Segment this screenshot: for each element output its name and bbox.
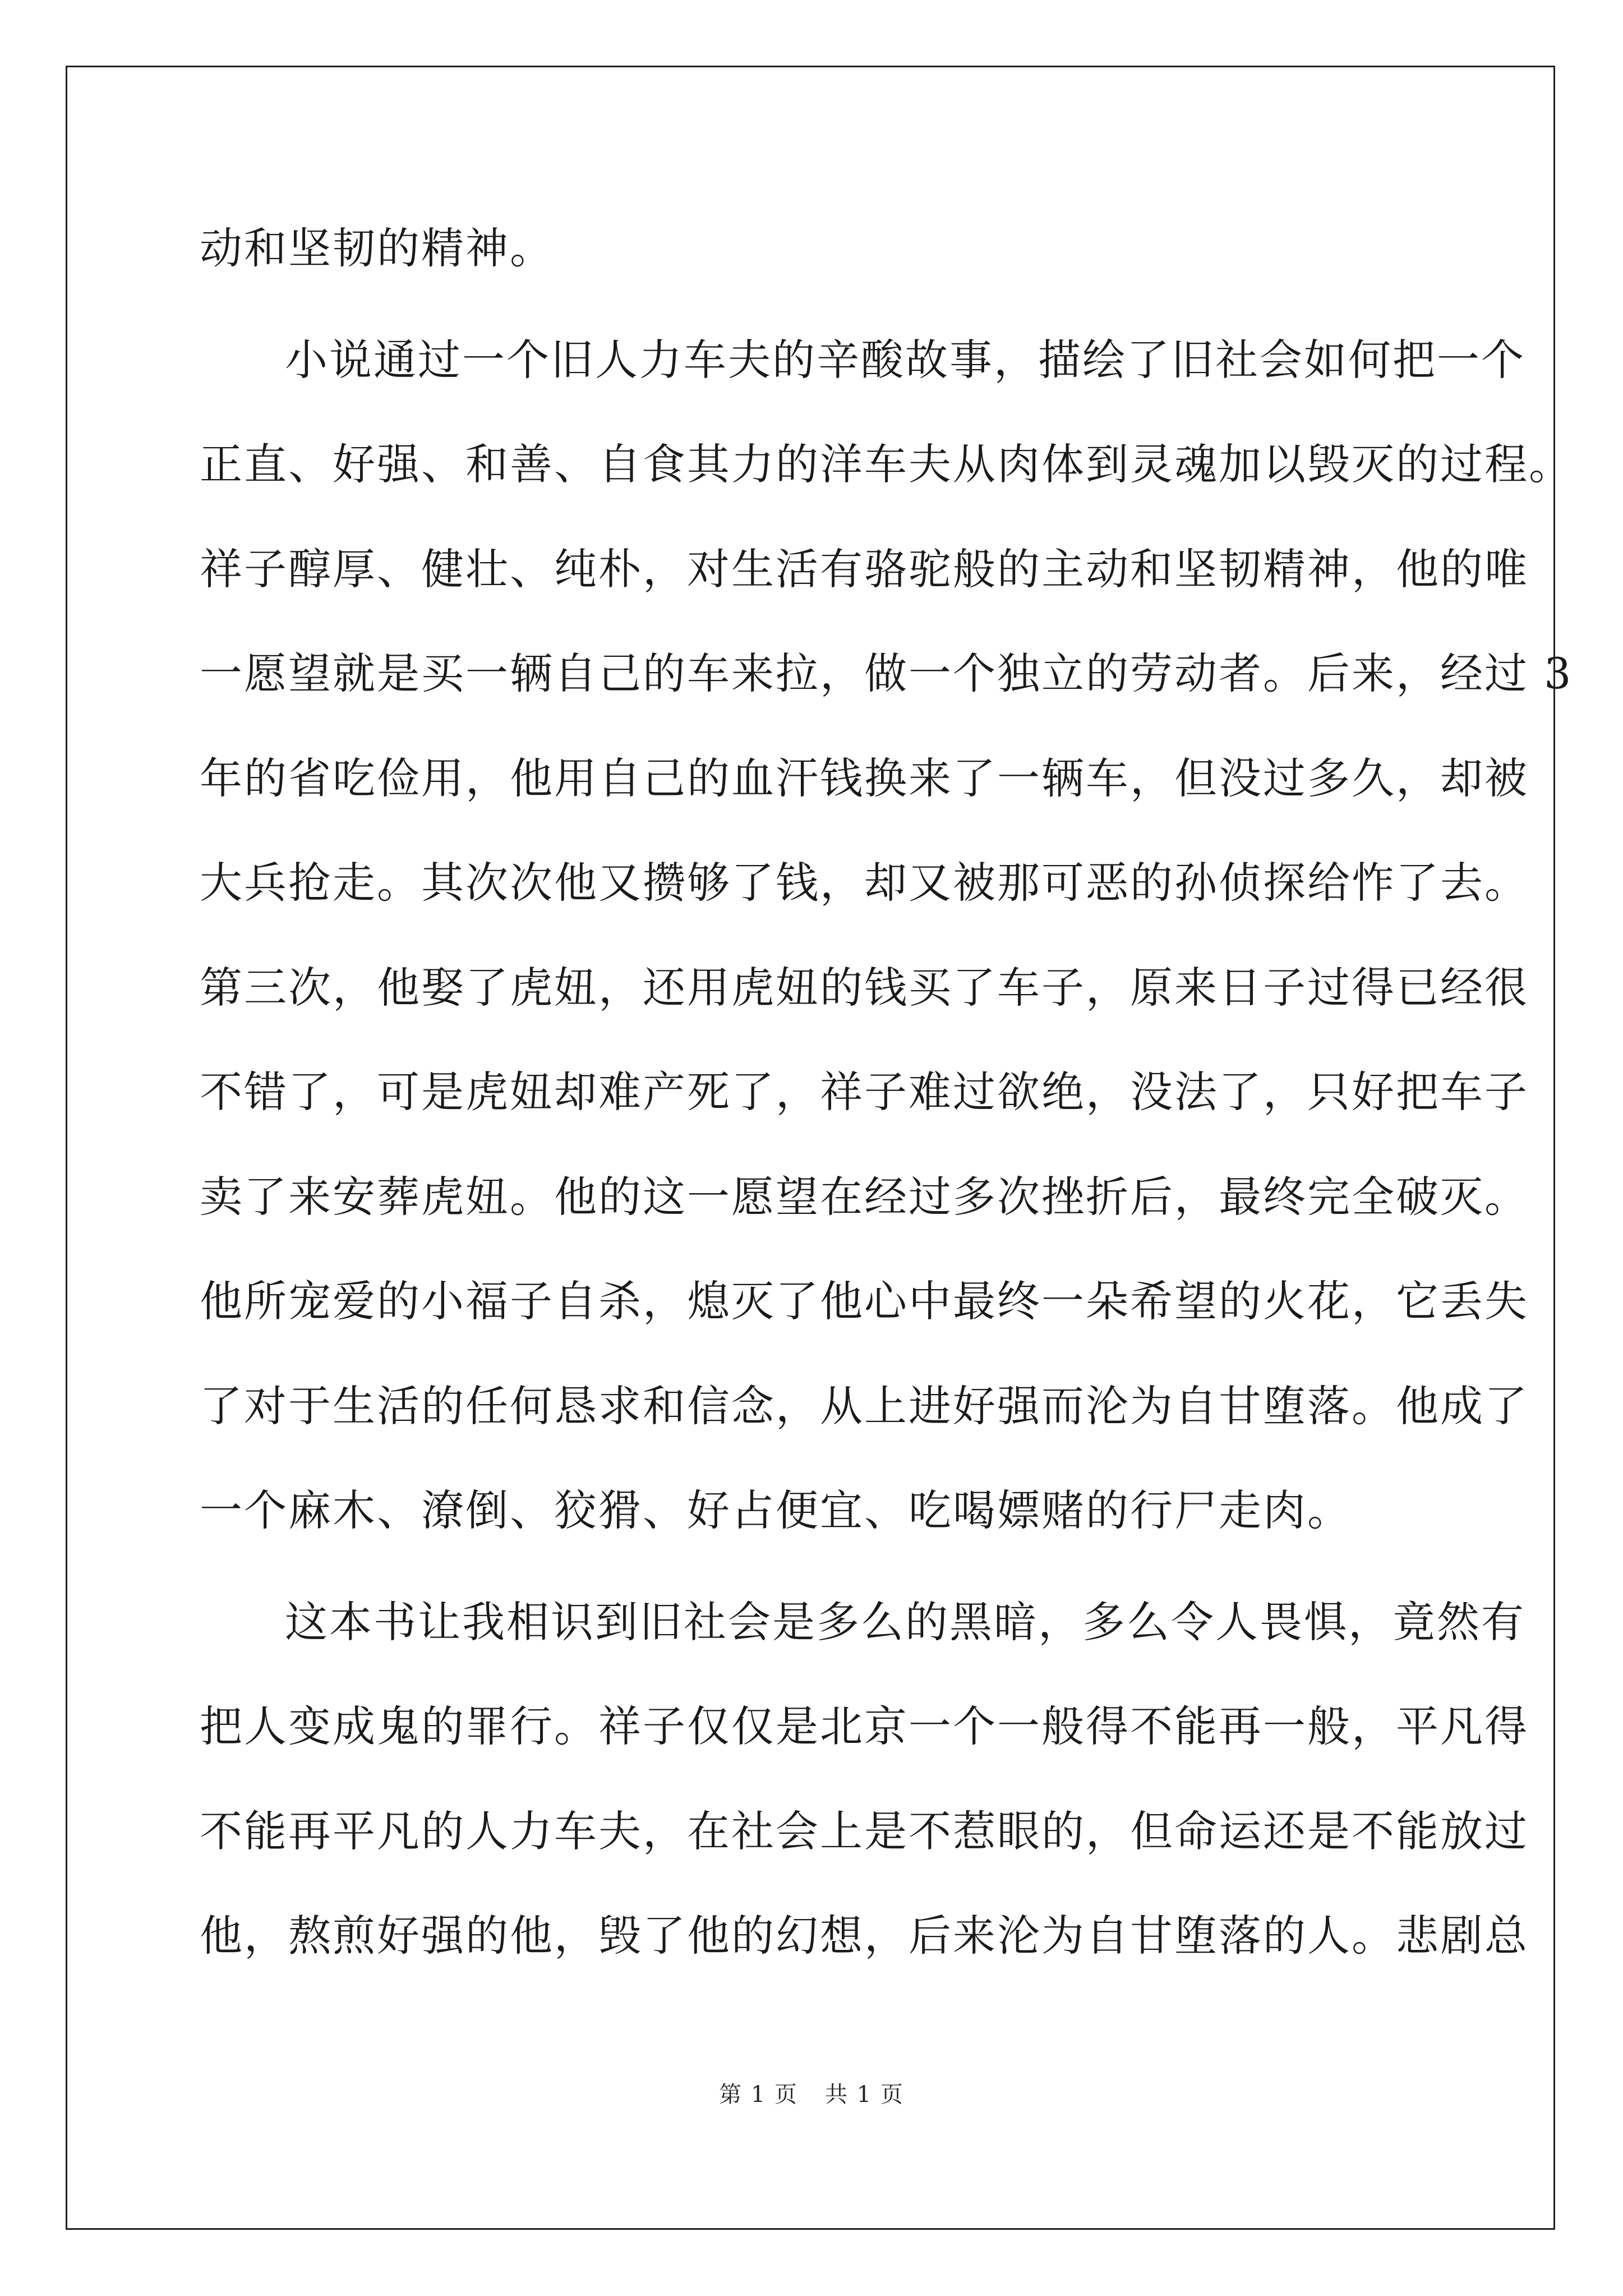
paragraph-first-line: 小说通过一个旧人力车夫的辛酸故事，描绘了旧社会如何把一个 — [285, 334, 1525, 385]
text-line: 他，熬煎好强的他，毁了他的幻想，后来沦为自甘堕落的人。悲剧总 — [200, 1911, 1529, 1961]
text-line: 一愿望就是买一辆自己的车来拉，做一个独立的劳动者。后来，经过 3 — [200, 648, 1573, 698]
text-line: 把人变成鬼的罪行。祥子仅仅是北京一个一般得不能再一般，平凡得 — [200, 1701, 1529, 1751]
text-line: 不能再平凡的人力车夫，在社会上是不惹眼的，但命运还是不能放过 — [200, 1806, 1529, 1856]
text-line: 祥子醇厚、健壮、纯朴，对生活有骆驼般的主动和坚韧精神，他的唯 — [200, 544, 1529, 594]
text-line: 动和坚韧的精神。 — [200, 223, 554, 273]
text-line: 卖了来安葬虎妞。他的这一愿望在经过多次挫折后，最终完全破灭。 — [200, 1171, 1529, 1222]
paragraph-first-line: 这本书让我相识到旧社会是多么的黑暗，多么令人畏惧，竟然有 — [285, 1596, 1525, 1647]
text-line: 不错了，可是虎妞却难产死了，祥子难过欲绝，没法了，只好把车子 — [200, 1067, 1529, 1117]
text-line: 一个麻木、潦倒、狡猾、好占便宜、吃喝嫖赌的行尸走肉。 — [200, 1485, 1352, 1535]
text-line: 年的省吃俭用，他用自己的血汗钱换来了一辆车，但没过多久，却被 — [200, 753, 1529, 803]
text-line: 了对于生活的任何恳求和信念，从上进好强而沦为自甘堕落。他成了 — [200, 1381, 1529, 1431]
page-total: 共 1 页 — [825, 2082, 904, 2108]
text-line: 正直、好强、和善、自食其力的洋车夫从肉体到灵魂加以毁灭的过程。 — [200, 439, 1573, 489]
text-line: 第三次，他娶了虎妞，还用虎妞的钱买了车子，原来日子过得已经很 — [200, 962, 1529, 1013]
text-line: 大兵抢走。其次次他又攒够了钱，却又被那可恶的孙侦探给怍了去。 — [200, 858, 1529, 908]
text-line: 他所宠爱的小福子自杀，熄灭了他心中最终一朵希望的火花，它丢失 — [200, 1276, 1529, 1326]
page-footer — [0, 2077, 1623, 2109]
page-number: 第 1 页 — [719, 2082, 798, 2108]
document-body — [200, 196, 1573, 1989]
